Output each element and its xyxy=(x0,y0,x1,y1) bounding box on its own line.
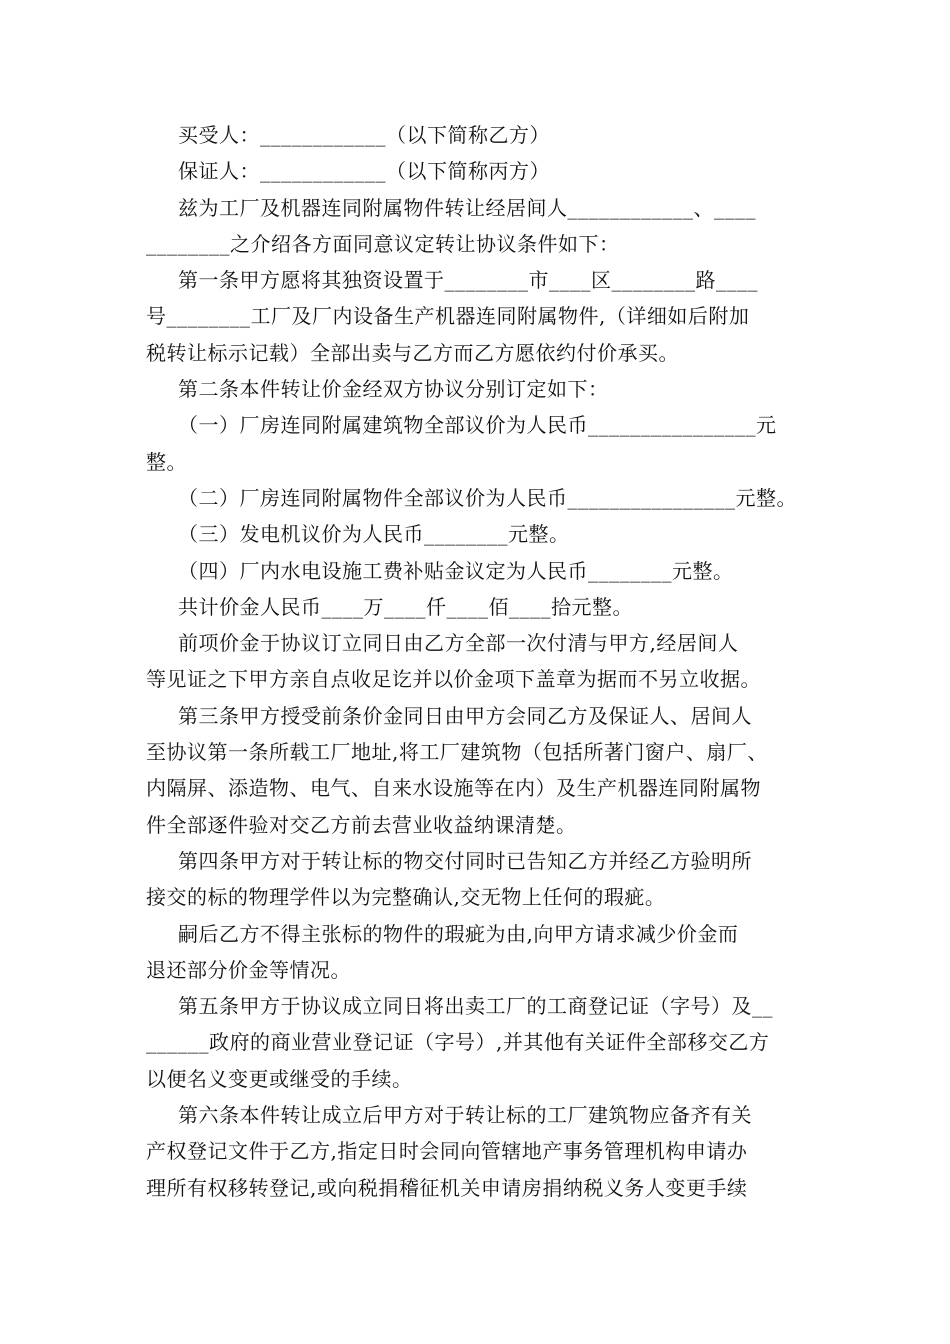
text-line: 接交的标的物理学件以为完整确认,交无物上任何的瑕疵。 xyxy=(146,885,666,910)
text-line: （一）厂房连同附属建筑物全部议价为人民币________________元 xyxy=(178,413,777,438)
text-line: 号________工厂及厂内设备生产机器连同附属物件,（详细如后附加 xyxy=(146,304,750,329)
text-line: （四）厂内水电设施工费补贴金议定为人民币________元整。 xyxy=(178,558,734,583)
text-line: 兹为工厂及机器连同附属物件转让经居间人____________、____ xyxy=(178,195,756,220)
text-line: 理所有权移转登记,或向税捐稽征机关申请房捐纳税义务人变更手续 xyxy=(146,1175,748,1200)
text-line: 整。 xyxy=(146,449,187,474)
text-line: 嗣后乙方不得主张标的物件的瑕疵为由,向甲方请求减少价金而 xyxy=(178,921,739,946)
text-line: 以便名义变更或继受的手续。 xyxy=(146,1066,413,1091)
document-page xyxy=(146,117,816,1206)
text-line: 等见证之下甲方亲自点收足讫并以价金项下盖章为据而不另立收据。 xyxy=(146,667,761,692)
text-line: 件全部逐件验对交乙方前去营业收益纳课清楚。 xyxy=(146,812,577,837)
text-line: （三）发电机议价为人民币________元整。 xyxy=(178,522,570,547)
text-line: 第二条本件转让价金经双方协议分别订定如下： xyxy=(178,377,609,402)
text-line: 前项价金于协议订立同日由乙方全部一次付清与甲方,经居间人 xyxy=(178,631,739,656)
text-line: 共计价金人民币____万____仟____佰____拾元整。 xyxy=(178,594,633,619)
text-line: 买受人：____________（以下简称乙方） xyxy=(178,123,550,147)
text-line: （二）厂房连同附属物件全部议价为人民币________________元整。 xyxy=(178,485,797,510)
text-line: 第四条甲方对于转让标的物交付同时已告知乙方并经乙方验明所 xyxy=(178,848,752,873)
text-line: 第三条甲方授受前条价金同日由甲方会同乙方及保证人、居间人 xyxy=(178,703,752,728)
text-line: 产权登记文件于乙方,指定日时会同向管辖地产事务管理机构申请办 xyxy=(146,1139,748,1164)
text-line: ______政府的商业营业登记证（字号）,并其他有关证件全部移交乙方 xyxy=(146,1030,770,1055)
text-line: 内隔屏、添造物、电气、自来水设施等在内）及生产机器连同附属物 xyxy=(146,776,761,801)
text-line: ________之介绍各方面同意议定转让协议条件如下： xyxy=(146,231,620,256)
text-line: 第六条本件转让成立后甲方对于转让标的工厂建筑物应备齐有关 xyxy=(178,1103,752,1128)
text-line: 至协议第一条所载工厂地址,将工厂建筑物（包括所著门窗户、扇厂、 xyxy=(146,740,768,765)
text-line: 税转让标示记载）全部出卖与乙方而乙方愿依约付价承买。 xyxy=(146,340,679,365)
text-line: 退还部分价金等情况。 xyxy=(146,957,351,982)
text-line: 保证人：____________（以下简称丙方） xyxy=(178,159,550,184)
text-line: 第一条甲方愿将其独资设置于________市____区________路____ xyxy=(178,268,758,293)
text-line: 第五条甲方于协议成立同日将出卖工厂的工商登记证（字号）及__ xyxy=(178,994,773,1019)
